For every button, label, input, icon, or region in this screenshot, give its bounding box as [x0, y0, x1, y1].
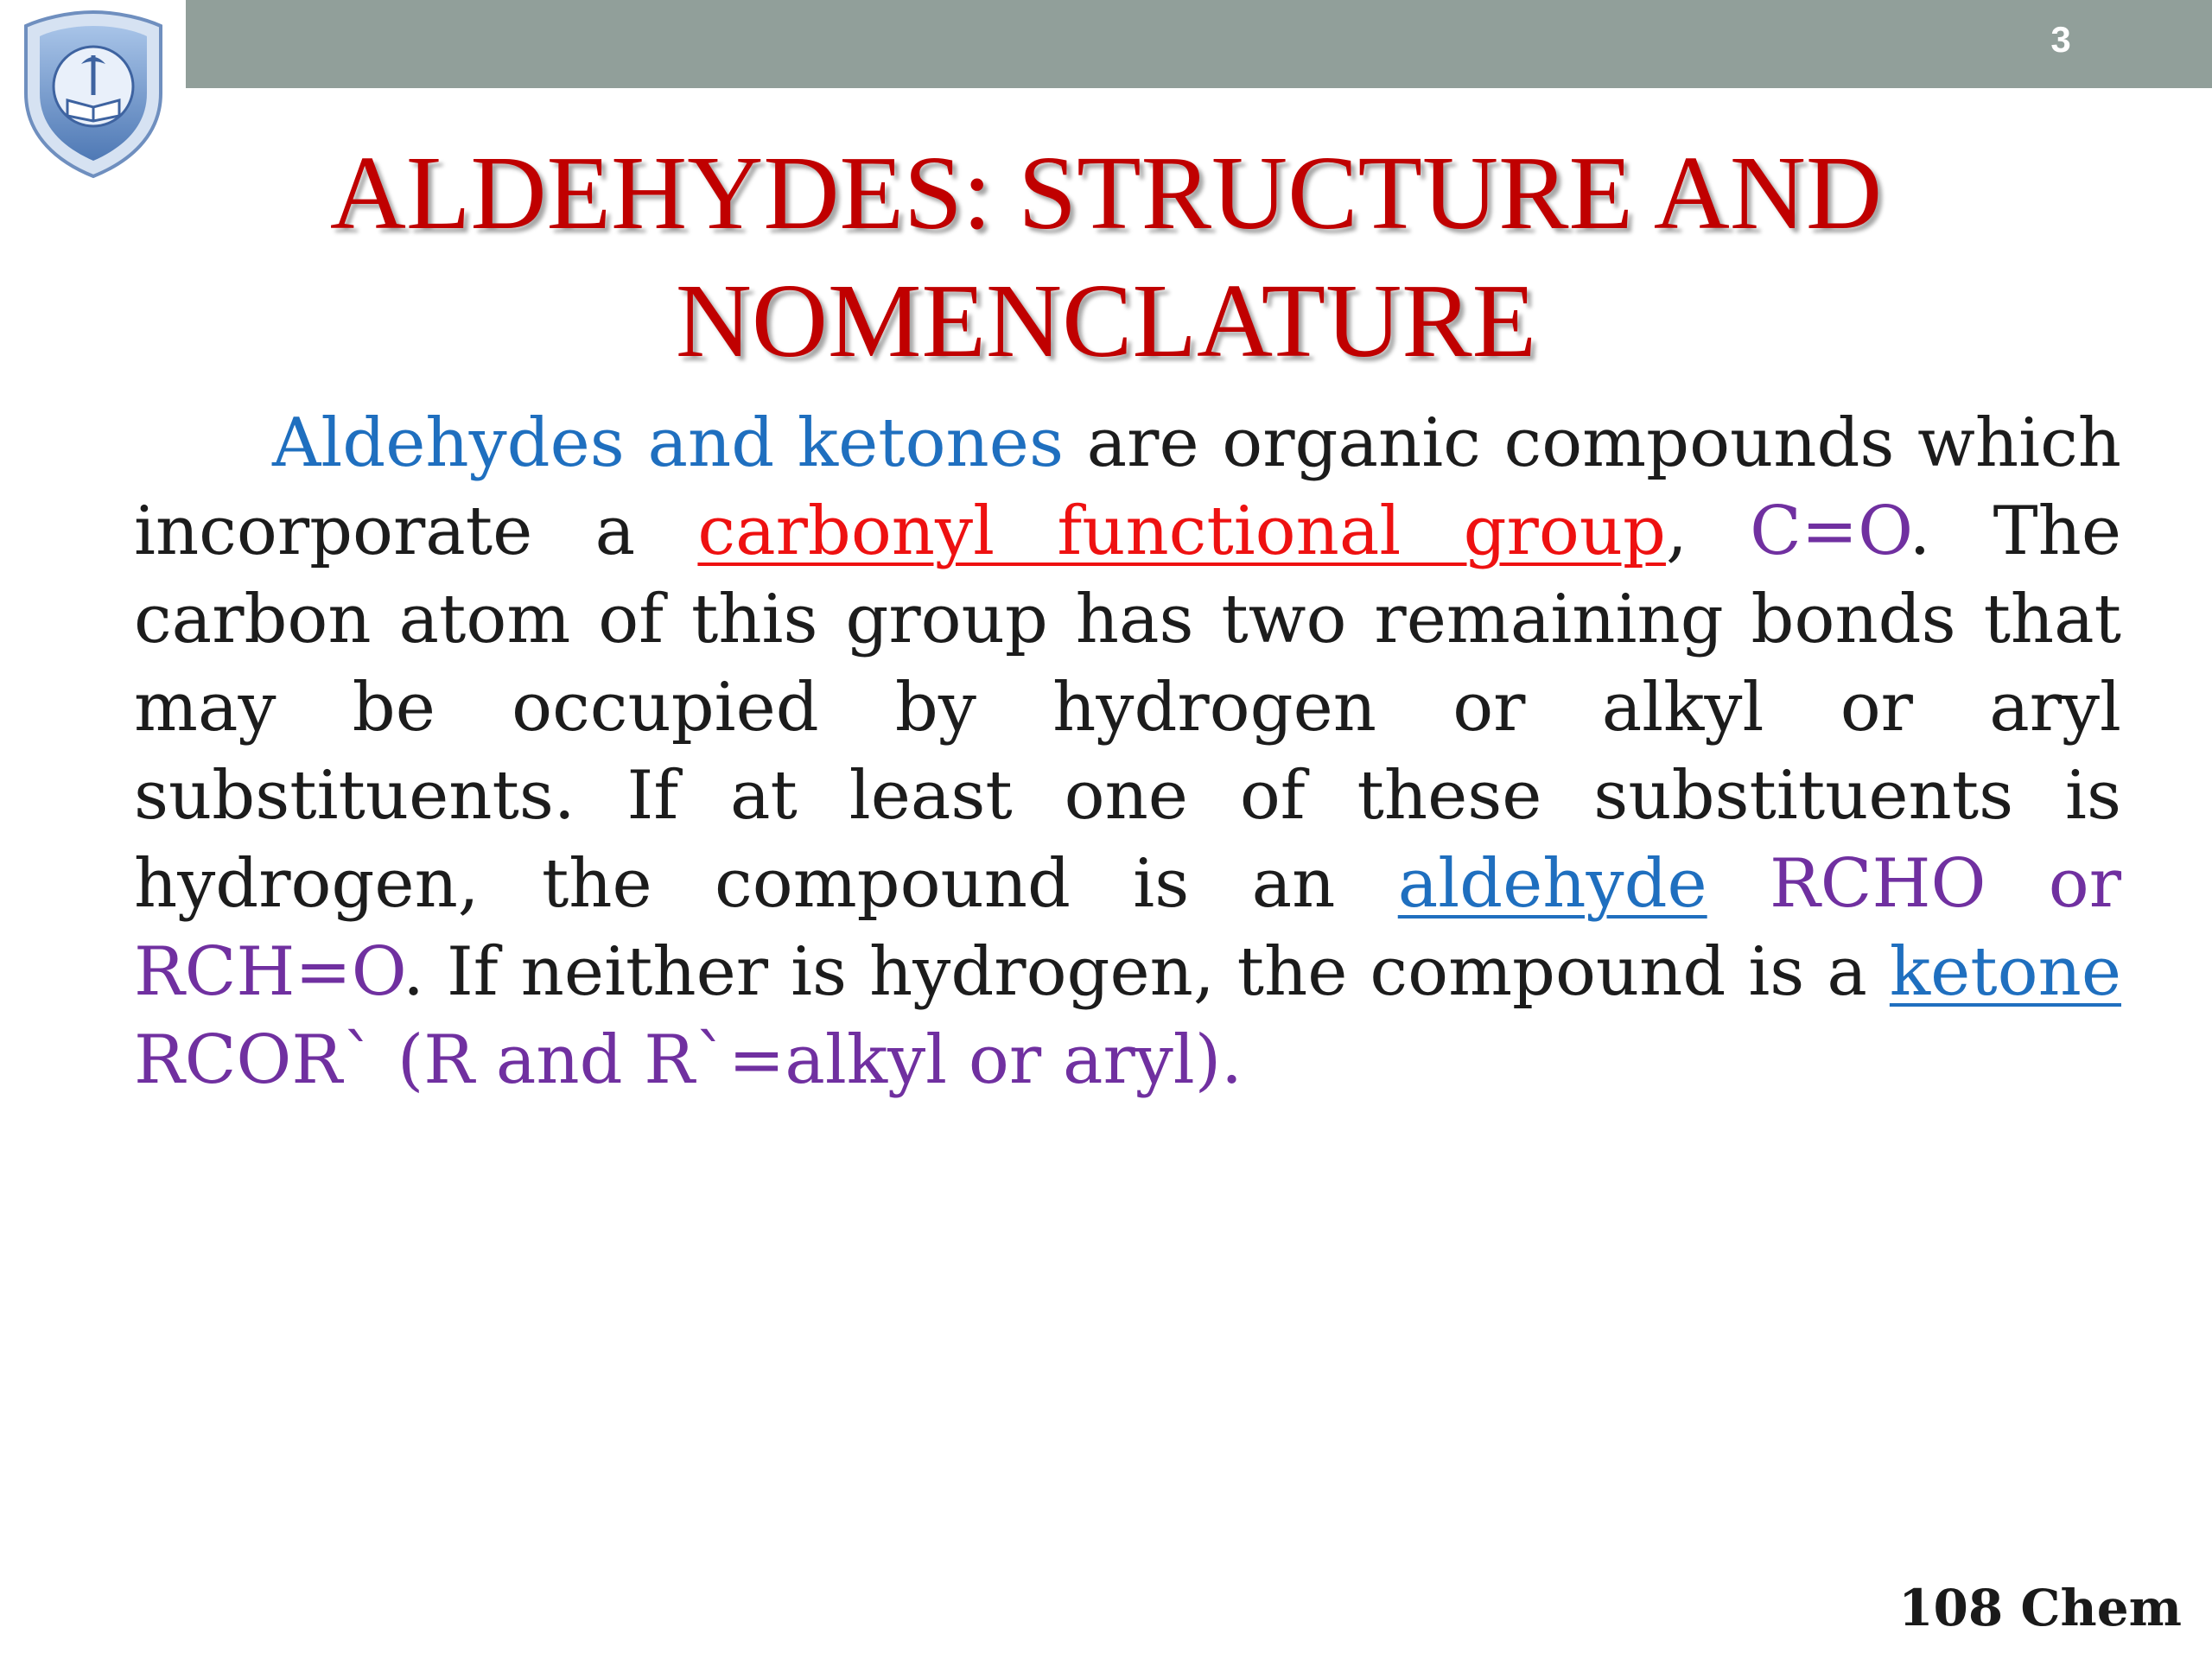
- text-segment: [1707, 845, 1770, 923]
- text-segment: are organic compounds which incorporate a: [134, 404, 2122, 570]
- term-aldehydes-ketones: Aldehydes and ketones: [272, 404, 1064, 482]
- header-bar: [186, 0, 2212, 88]
- title-line-1: ALDEHYDES: STRUCTURE AND: [329, 135, 1883, 251]
- link-carbonyl-group[interactable]: carbonyl functional group: [697, 493, 1666, 570]
- title-line-2: NOMENCLATURE: [675, 263, 1537, 379]
- slide-number: 3: [2050, 19, 2071, 60]
- link-ketone[interactable]: ketone: [1889, 933, 2121, 1011]
- text-segment: . If neither is hydrogen, the compound is a: [403, 933, 1890, 1011]
- slide-title: [130, 130, 2082, 385]
- text-segment: . The carbon atom of this group has two remaining bonds that may be occupied by hydrogen or alkyl or aryl substituents. If at least one of these substituents is hydrogen, the compound is an: [134, 493, 2122, 923]
- link-aldehyde[interactable]: aldehyde: [1397, 845, 1707, 923]
- course-footer: 108 Chem: [1898, 1579, 2182, 1637]
- formula-rcor: RCOR` (R and R`=alkyl or aryl).: [134, 1021, 1243, 1099]
- text-segment: ,: [1665, 493, 1751, 570]
- formula-rcho: RCHO or RCH=O: [134, 845, 2122, 1011]
- body-paragraph: [134, 399, 2121, 1104]
- formula-co: C=O: [1750, 493, 1910, 570]
